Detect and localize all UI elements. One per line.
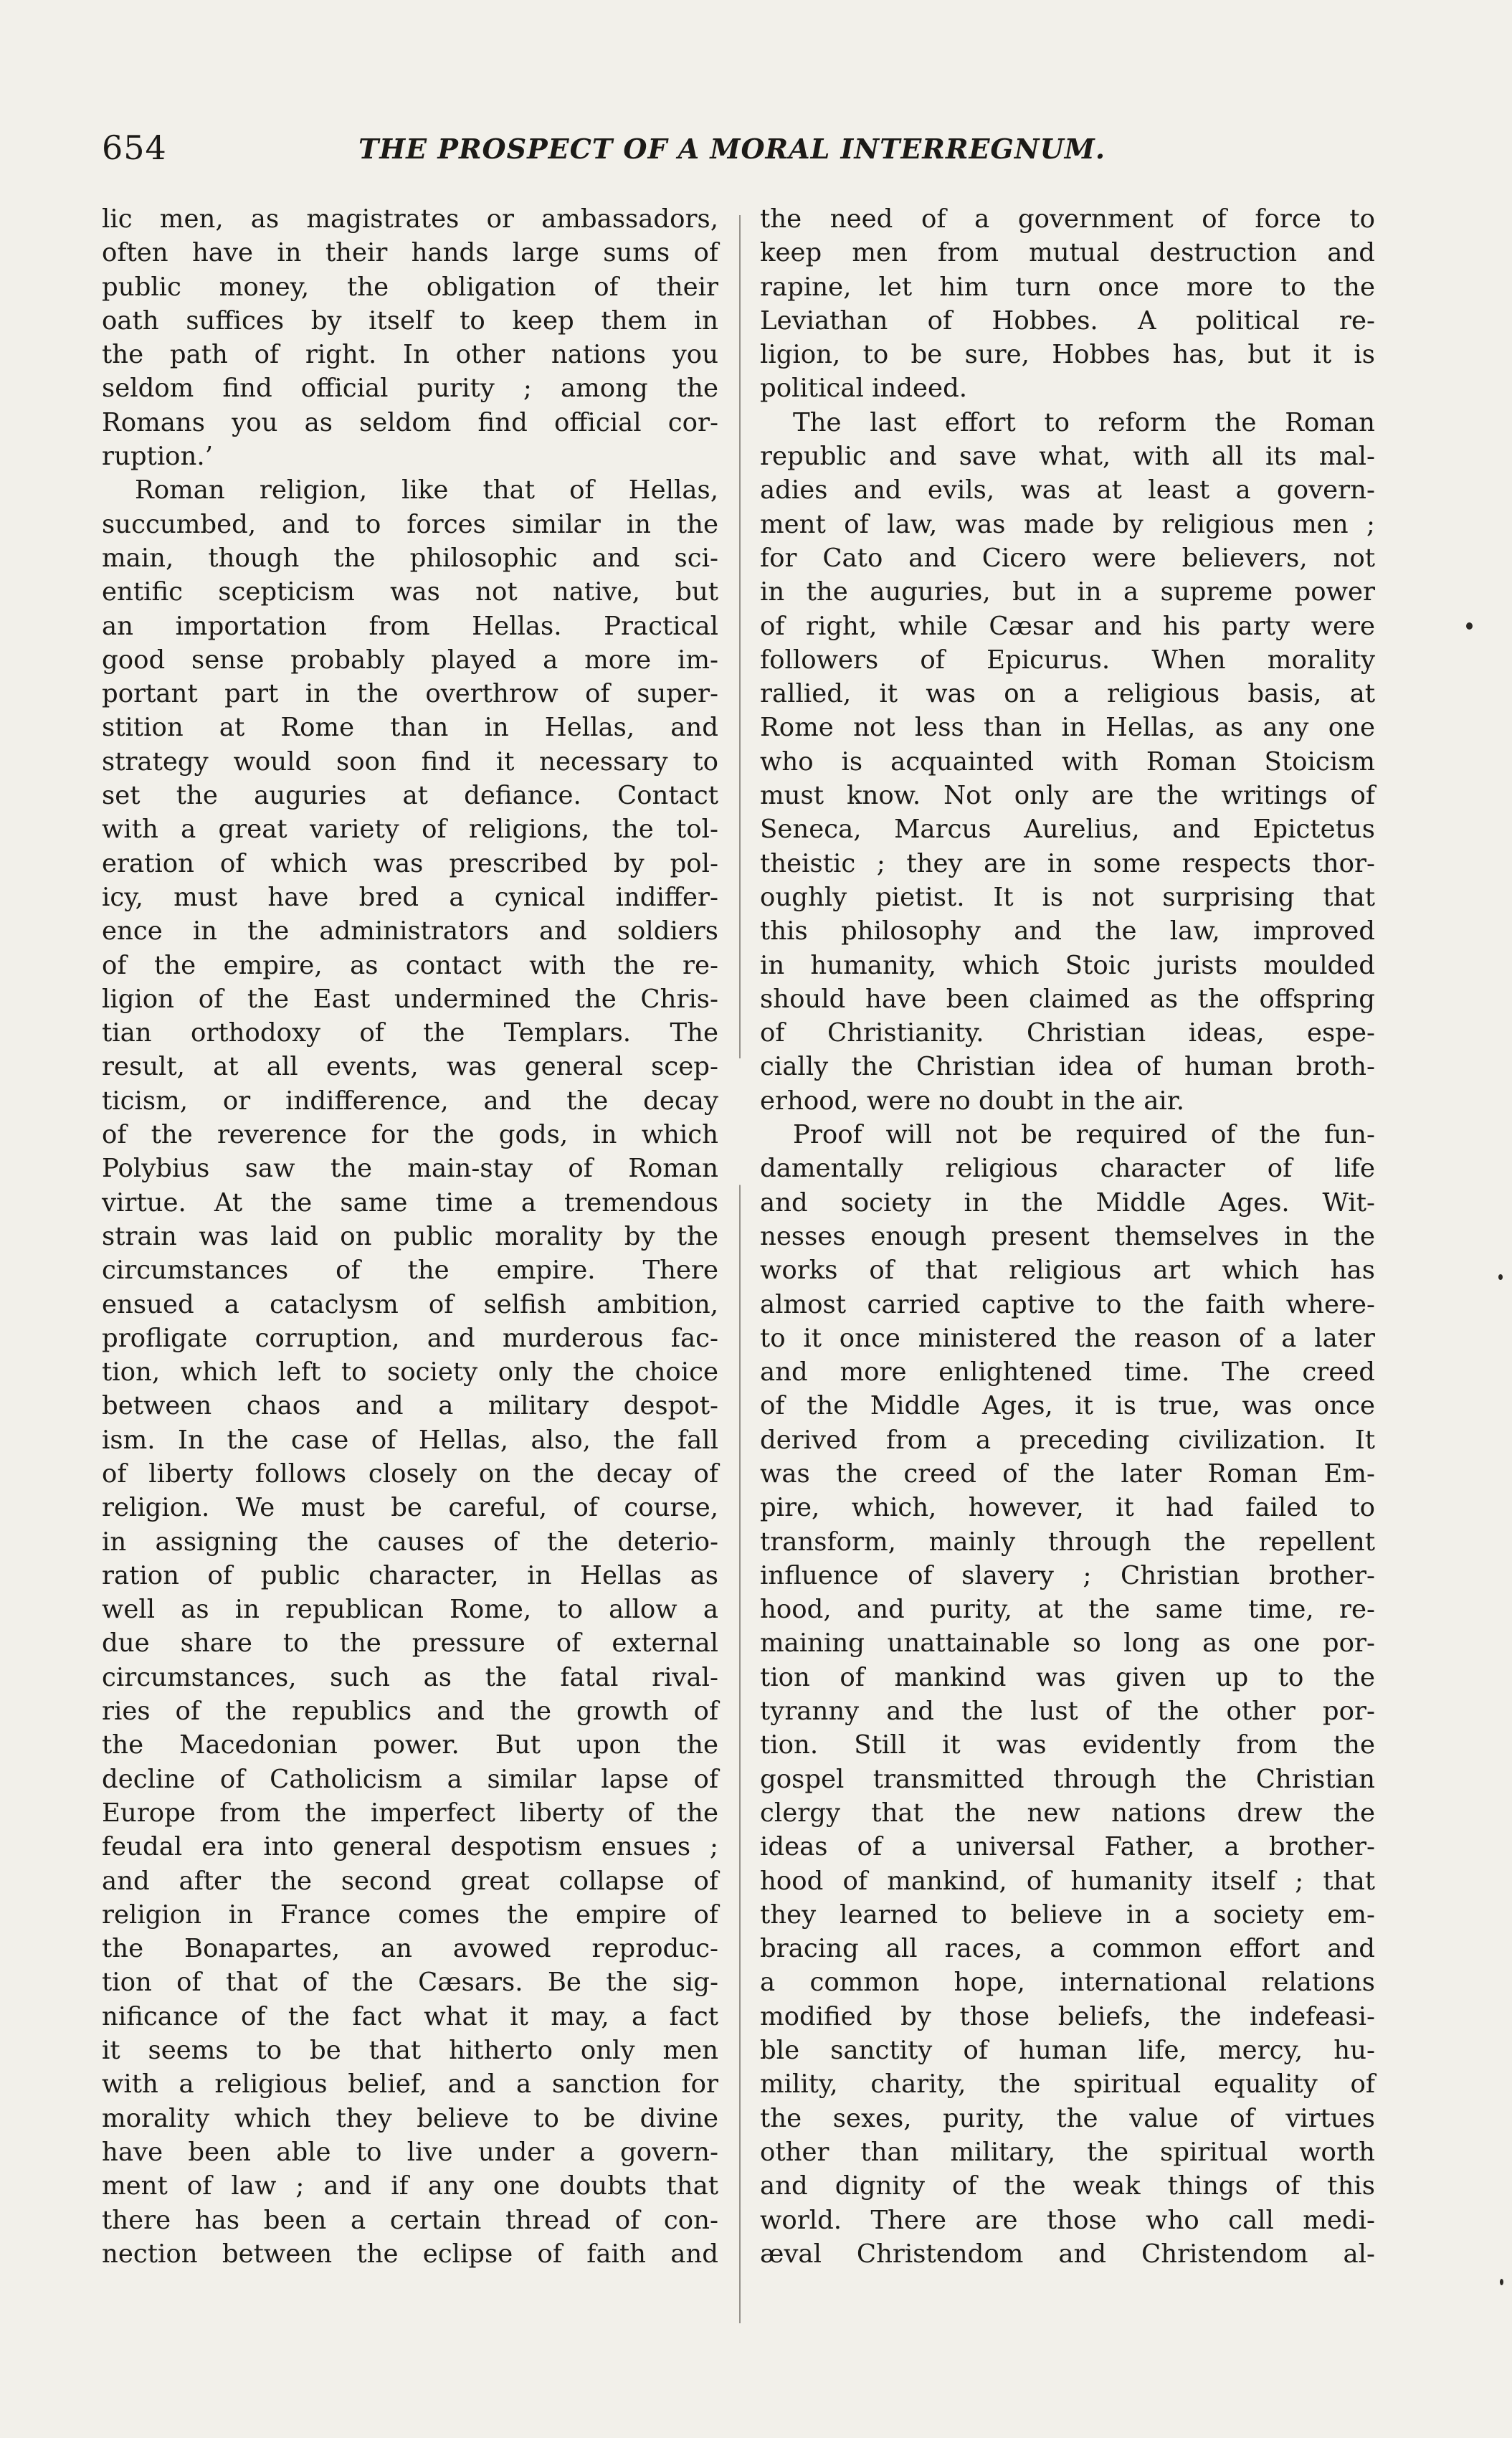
- text-line: tion. Still it was evidently from the: [760, 1730, 1375, 1760]
- text-line: of the empire, as contact with the re-: [102, 950, 718, 980]
- text-line: was the creed of the later Roman Em-: [760, 1458, 1375, 1489]
- text-line: seldom find official purity ; among the: [102, 374, 718, 404]
- text-line: other than military, the spiritual worth: [760, 2137, 1375, 2167]
- text-line: of liberty follows closely on the decay of: [102, 1458, 718, 1489]
- text-line: between chaos and a military despot-: [102, 1391, 718, 1421]
- text-line: ticism, or indifference, and the decay: [102, 1086, 718, 1116]
- text-line: damentally religious character of life: [760, 1154, 1375, 1184]
- text-line: ensued a cataclysm of selfish ambition,: [102, 1289, 718, 1319]
- text-line: circumstances, such as the fatal rival-: [102, 1662, 718, 1692]
- text-line: ries of the republics and the growth of: [102, 1697, 718, 1727]
- text-line: hood of mankind, of humanity itself ; that: [760, 1866, 1375, 1896]
- text-line: the sexes, purity, the value of virtues: [760, 2103, 1375, 2133]
- text-line: republic and save what, with all its mal-: [760, 442, 1375, 472]
- text-line: strain was laid on public morality by the: [102, 1221, 718, 1251]
- text-line: set the auguries at defiance. Contact: [102, 781, 718, 811]
- ink-speck: [1500, 2279, 1503, 2285]
- text-line: good sense probably played a more im-: [102, 645, 718, 675]
- text-line: well as in republican Rome, to allow a: [102, 1595, 718, 1625]
- text-line: derived from a preceding civilization. It: [760, 1425, 1375, 1455]
- text-line: modified by those beliefs, the indefeasi-: [760, 2001, 1375, 2031]
- text-line: in assigning the causes of the deterio-: [102, 1527, 718, 1557]
- text-line: ment of law ; and if any one doubts that: [102, 2171, 718, 2201]
- text-line: ration of public character, in Hellas as: [102, 1560, 718, 1590]
- text-line: for Cato and Cicero were believers, not: [760, 543, 1375, 573]
- text-line: bracing all races, a common effort and: [760, 1934, 1375, 1964]
- text-line: pire, which, however, it had failed to: [760, 1493, 1375, 1523]
- text-line: the Macedonian power. But upon the: [102, 1730, 718, 1760]
- text-line: an importation from Hellas. Practical: [102, 611, 718, 641]
- text-line: maining unattainable so long as one por-: [760, 1628, 1375, 1659]
- text-line: tyranny and the lust of the other por-: [760, 1697, 1375, 1727]
- text-line: of the Middle Ages, it is true, was once: [760, 1391, 1375, 1421]
- text-line: religion. We must be careful, of course,: [102, 1493, 718, 1523]
- text-line: world. There are those who call medi-: [760, 2205, 1375, 2235]
- text-line: tion of that of the Cæsars. Be the sig-: [102, 1968, 718, 1998]
- text-line: theistic ; they are in some respects thor-: [760, 848, 1375, 878]
- text-line: feudal era into general despotism ensues ;: [102, 1832, 718, 1862]
- text-line: mility, charity, the spiritual equality of: [760, 2069, 1375, 2100]
- text-line: result, at all events, was general scep-: [102, 1052, 718, 1082]
- text-line: tion of mankind was given up to the: [760, 1662, 1375, 1692]
- text-line: eration of which was prescribed by pol-: [102, 848, 718, 878]
- text-line: religion in France comes the empire of: [102, 1899, 718, 1930]
- text-line: due share to the pressure of external: [102, 1628, 718, 1659]
- text-line: followers of Epicurus. When morality: [760, 645, 1375, 675]
- text-line: oath suffices by itself to keep them in: [102, 305, 718, 336]
- text-line: hood, and purity, at the same time, re-: [760, 1595, 1375, 1625]
- text-line: it seems to be that hitherto only men: [102, 2036, 718, 2066]
- text-line: of right, while Cæsar and his party were: [760, 611, 1375, 641]
- text-line: nificance of the fact what it may, a fact: [102, 2001, 718, 2031]
- text-line: the need of a government of force to: [760, 204, 1375, 234]
- text-line: rallied, it was on a religious basis, at: [760, 679, 1375, 709]
- text-line: Leviathan of Hobbes. A political re-: [760, 305, 1375, 336]
- text-line: have been able to live under a govern-: [102, 2137, 718, 2167]
- ink-speck: [1498, 1274, 1503, 1280]
- text-line: erhood, were no doubt in the air.: [760, 1086, 1185, 1116]
- text-line: cially the Christian idea of human broth-: [760, 1052, 1375, 1082]
- right-column: [760, 202, 1375, 2271]
- text-line: circumstances of the empire. There: [102, 1256, 718, 1286]
- text-line: gospel transmitted through the Christian: [760, 1764, 1375, 1794]
- text-line: nesses enough present themselves in the: [760, 1221, 1375, 1251]
- text-line: in the auguries, but in a supreme power: [760, 577, 1375, 607]
- text-line: entific scepticism was not native, but: [102, 577, 718, 607]
- text-line: influence of slavery ; Christian brother-: [760, 1560, 1375, 1590]
- text-line: ism. In the case of Hellas, also, the fall: [102, 1425, 718, 1455]
- text-line: lic men, as magistrates or ambassadors,: [102, 204, 718, 234]
- ink-speck: [1466, 622, 1473, 630]
- text-line: and more enlightened time. The creed: [760, 1357, 1375, 1388]
- column-rule: [739, 215, 741, 2323]
- text-line: Polybius saw the main-stay of Roman: [102, 1154, 718, 1184]
- text-line: main, though the philosophic and sci-: [102, 543, 718, 573]
- left-column: [102, 202, 718, 2271]
- text-line: icy, must have bred a cynical indiffer-: [102, 882, 718, 912]
- text-line: the path of right. In other nations you: [102, 340, 718, 370]
- text-line: of Christianity. Christian ideas, espe-: [760, 1018, 1375, 1048]
- text-line: nection between the eclipse of faith and: [102, 2239, 718, 2269]
- text-line: often have in their hands large sums of: [102, 238, 718, 268]
- running-title: THE PROSPECT OF A MORAL INTERREGNUM.: [358, 133, 1106, 165]
- text-line: rapine, let him turn once more to the: [760, 272, 1375, 302]
- text-line: with a great variety of religions, the tol-: [102, 815, 718, 845]
- text-line: ideas of a universal Father, a brother-: [760, 1832, 1375, 1862]
- text-line: tian orthodoxy of the Templars. The: [102, 1018, 718, 1048]
- text-line: of the reverence for the gods, in which: [102, 1120, 718, 1150]
- text-line: clergy that the new nations drew the: [760, 1798, 1375, 1828]
- text-line: æval Christendom and Christendom al-: [760, 2239, 1375, 2269]
- text-line: keep men from mutual destruction and: [760, 238, 1375, 268]
- text-line: decline of Catholicism a similar lapse of: [102, 1764, 718, 1794]
- text-line: public money, the obligation of their: [102, 272, 718, 302]
- text-line: The last effort to reform the Roman: [793, 407, 1375, 437]
- text-line: must know. Not only are the writings of: [760, 781, 1375, 811]
- text-line: adies and evils, was at least a govern-: [760, 475, 1375, 506]
- text-line: with a religious belief, and a sanction for: [102, 2069, 718, 2100]
- text-line: stition at Rome than in Hellas, and: [102, 713, 718, 743]
- text-line: should have been claimed as the offspring: [760, 984, 1375, 1014]
- text-line: Seneca, Marcus Aurelius, and Epictetus: [760, 815, 1375, 845]
- text-line: profligate corruption, and murderous fac-: [102, 1323, 718, 1353]
- text-line: there has been a certain thread of con-: [102, 2205, 718, 2235]
- text-line: ligion, to be sure, Hobbes has, but it is: [760, 340, 1375, 370]
- text-line: they learned to believe in a society em-: [760, 1899, 1375, 1930]
- text-line: political indeed.: [760, 374, 968, 404]
- text-line: morality which they believe to be divine: [102, 2103, 718, 2133]
- text-line: this philosophy and the law, improved: [760, 916, 1375, 947]
- text-line: a common hope, international relations: [760, 1968, 1375, 1998]
- text-line: Roman religion, like that of Hellas,: [135, 475, 718, 506]
- text-line: who is acquainted with Roman Stoicism: [760, 746, 1375, 777]
- text-line: Romans you as seldom find official cor-: [102, 407, 718, 437]
- text-line: tion, which left to society only the choice: [102, 1357, 718, 1388]
- text-line: portant part in the overthrow of super-: [102, 679, 718, 709]
- text-line: works of that religious art which has: [760, 1256, 1375, 1286]
- text-line: ble sanctity of human life, mercy, hu-: [760, 2036, 1375, 2066]
- text-line: oughly pietist. It is not surprising that: [760, 882, 1375, 912]
- text-line: transform, mainly through the repellent: [760, 1527, 1375, 1557]
- text-line: in humanity, which Stoic jurists moulded: [760, 950, 1375, 980]
- text-line: virtue. At the same time a tremendous: [102, 1187, 718, 1218]
- text-line: ruption.’: [102, 442, 213, 472]
- text-line: Europe from the imperfect liberty of the: [102, 1798, 718, 1828]
- text-line: ment of law, was made by religious men ;: [760, 509, 1375, 539]
- text-line: Proof will not be required of the fun-: [793, 1120, 1375, 1150]
- text-line: and dignity of the weak things of this: [760, 2171, 1375, 2201]
- text-line: succumbed, and to forces similar in the: [102, 509, 718, 539]
- text-line: almost carried captive to the faith where-: [760, 1289, 1375, 1319]
- text-line: to it once ministered the reason of a later: [760, 1323, 1375, 1353]
- text-line: and society in the Middle Ages. Wit-: [760, 1187, 1375, 1218]
- text-line: ligion of the East undermined the Chris-: [102, 984, 718, 1014]
- text-line: ence in the administrators and soldiers: [102, 916, 718, 947]
- text-line: and after the second great collapse of: [102, 1866, 718, 1896]
- text-line: Rome not less than in Hellas, as any one: [760, 713, 1375, 743]
- text-line: the Bonapartes, an avowed reproduc-: [102, 1934, 718, 1964]
- page-number: 654: [102, 128, 167, 167]
- text-line: strategy would soon find it necessary to: [102, 746, 718, 777]
